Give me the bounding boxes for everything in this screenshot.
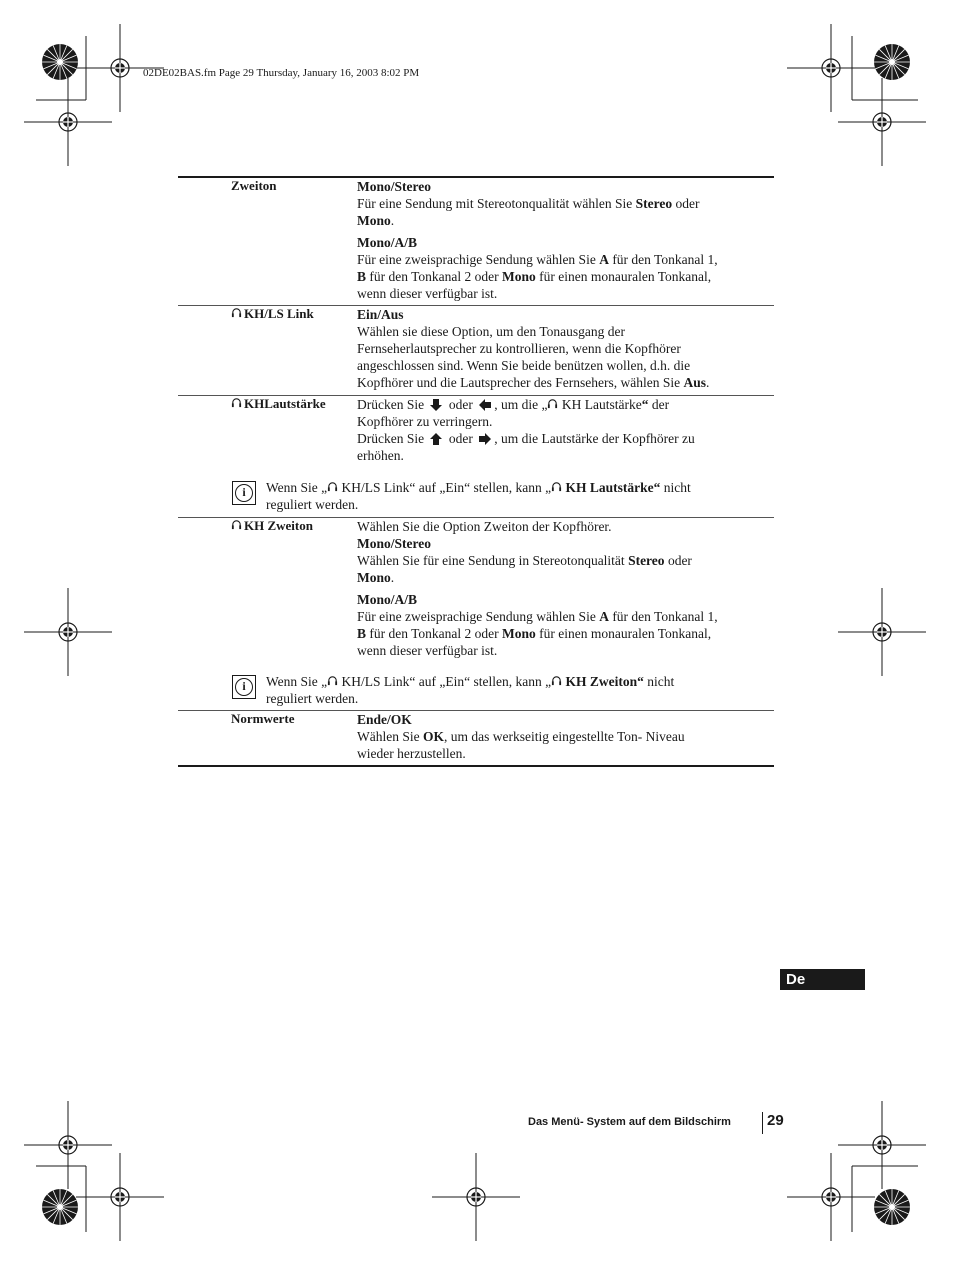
row-label-kh-ls-link: KH/LS Link — [231, 306, 314, 322]
row-label-kh-zweiton: KH Zweiton — [231, 518, 313, 534]
registration-starburst-icon — [874, 44, 910, 80]
arrow-left-icon — [478, 398, 492, 412]
option-text: Wählen sie diese Option, um den Tonausgang der — [357, 324, 625, 339]
headphones-icon — [551, 675, 562, 686]
option-text: Für eine Sendung mit Stereotonqualität wählen Sie Stereo oder — [357, 196, 700, 211]
option-heading: Mono/A/B — [357, 235, 418, 250]
option-text: Für eine zweisprachige Sendung wählen Sie A für den Tonkanal 1, — [357, 609, 718, 624]
option-text: Wählen Sie für eine Sendung in Stereotonqualität Stereo oder — [357, 553, 692, 568]
option-heading: Ende/OK — [357, 712, 412, 727]
registration-starburst-icon — [42, 44, 78, 80]
registration-crosshair-icon — [838, 588, 926, 676]
option-text: Wählen Sie die Option Zweiton der Kopfhörer. — [357, 519, 612, 534]
row-desc-kh-zweiton — [357, 518, 775, 659]
headphones-icon — [231, 306, 242, 321]
option-text: erhöhen. — [357, 448, 404, 463]
option-text: Für eine zweisprachige Sendung wählen Sie A für den Tonkanal 1, — [357, 252, 718, 267]
option-text: wieder herzustellen. — [357, 746, 466, 761]
row-desc-kh-lautstaerke — [357, 396, 775, 464]
section-title: Das Menü- System auf dem Bildschirm — [528, 1116, 731, 1128]
option-text: Mono. — [357, 213, 395, 228]
registration-crosshair-icon — [76, 1153, 164, 1241]
row-desc-kh-ls-link — [357, 306, 775, 391]
option-heading: Mono/Stereo — [357, 536, 431, 551]
registration-crosshair-icon — [432, 1153, 520, 1241]
row-desc-normwerte — [357, 711, 775, 762]
headphones-icon — [231, 518, 242, 533]
option-text: Fernseherlautsprecher zu kontrollieren, wenn die Kopfhörer — [357, 341, 681, 356]
option-text: wenn dieser verfügbar ist. — [357, 643, 498, 658]
registration-crosshair-icon — [24, 1101, 112, 1189]
arrow-right-icon — [478, 432, 492, 446]
registration-starburst-icon — [874, 1189, 910, 1225]
option-text: angeschlossen sind. Wenn Sie beide benützen wollen, d.h. die — [357, 358, 691, 373]
language-tab: De — [780, 969, 865, 990]
registration-starburst-icon — [42, 1189, 78, 1225]
row-label-normwerte: Normwerte — [231, 711, 295, 726]
table-bottom-rule — [178, 765, 774, 767]
info-icon: i — [232, 481, 256, 505]
file-info-header: 02DE02BAS.fm Page 29 Thursday, January 16, 2003 8:02 PM — [143, 67, 420, 79]
option-text: Kopfhörer und die Lautsprecher des Fernsehers, wählen Sie Aus. — [357, 375, 710, 390]
headphones-icon — [547, 398, 558, 409]
note-kh-lautstaerke: Wenn Sie „ KH/LS Link“ auf „Ein“ stellen, kann „ KH Lautstärke“ nicht reguliert werden. — [266, 480, 691, 512]
option-text: Drücken Sie oder , um die „ KH Lautstärke“ der — [357, 397, 670, 412]
arrow-down-icon — [429, 398, 443, 412]
option-text: B für den Tonkanal 2 oder Mono für einen monauralen Tonkanal, — [357, 269, 712, 284]
option-heading: Mono/Stereo — [357, 179, 431, 194]
registration-crosshair-icon — [838, 1101, 926, 1189]
row-desc-zweiton — [357, 178, 775, 302]
info-icon: i — [232, 675, 256, 699]
registration-crosshair-icon — [24, 78, 112, 166]
headphones-icon — [551, 481, 562, 492]
registration-crosshair-icon — [24, 588, 112, 676]
row-label-kh-lautstaerke: KHLautstärke — [231, 396, 326, 412]
page-number: 29 — [767, 1112, 784, 1129]
headphones-icon — [327, 481, 338, 492]
option-text: B für den Tonkanal 2 oder Mono für einen monauralen Tonkanal, — [357, 626, 712, 641]
registration-crosshair-icon — [838, 78, 926, 166]
option-text: Drücken Sie oder , um die Lautstärke der Kopfhörer zu — [357, 431, 695, 446]
option-heading: Ein/Aus — [357, 307, 404, 322]
option-text: wenn dieser verfügbar ist. — [357, 286, 498, 301]
registration-crosshair-icon — [787, 24, 875, 112]
footer-divider — [762, 1112, 763, 1134]
note-kh-zweiton: Wenn Sie „ KH/LS Link“ auf „Ein“ stellen, kann „ KH Zweiton“ nicht reguliert werden. — [266, 674, 675, 706]
option-heading: Mono/A/B — [357, 592, 418, 607]
arrow-up-icon — [429, 432, 443, 446]
row-label-zweiton: Zweiton — [231, 178, 277, 193]
headphones-icon — [231, 396, 242, 411]
option-text: Wählen Sie OK, um das werkseitig eingestellte Ton- Niveau — [357, 729, 685, 744]
option-text: Mono. — [357, 570, 395, 585]
option-text: Kopfhörer zu verringern. — [357, 414, 493, 429]
headphones-icon — [327, 675, 338, 686]
